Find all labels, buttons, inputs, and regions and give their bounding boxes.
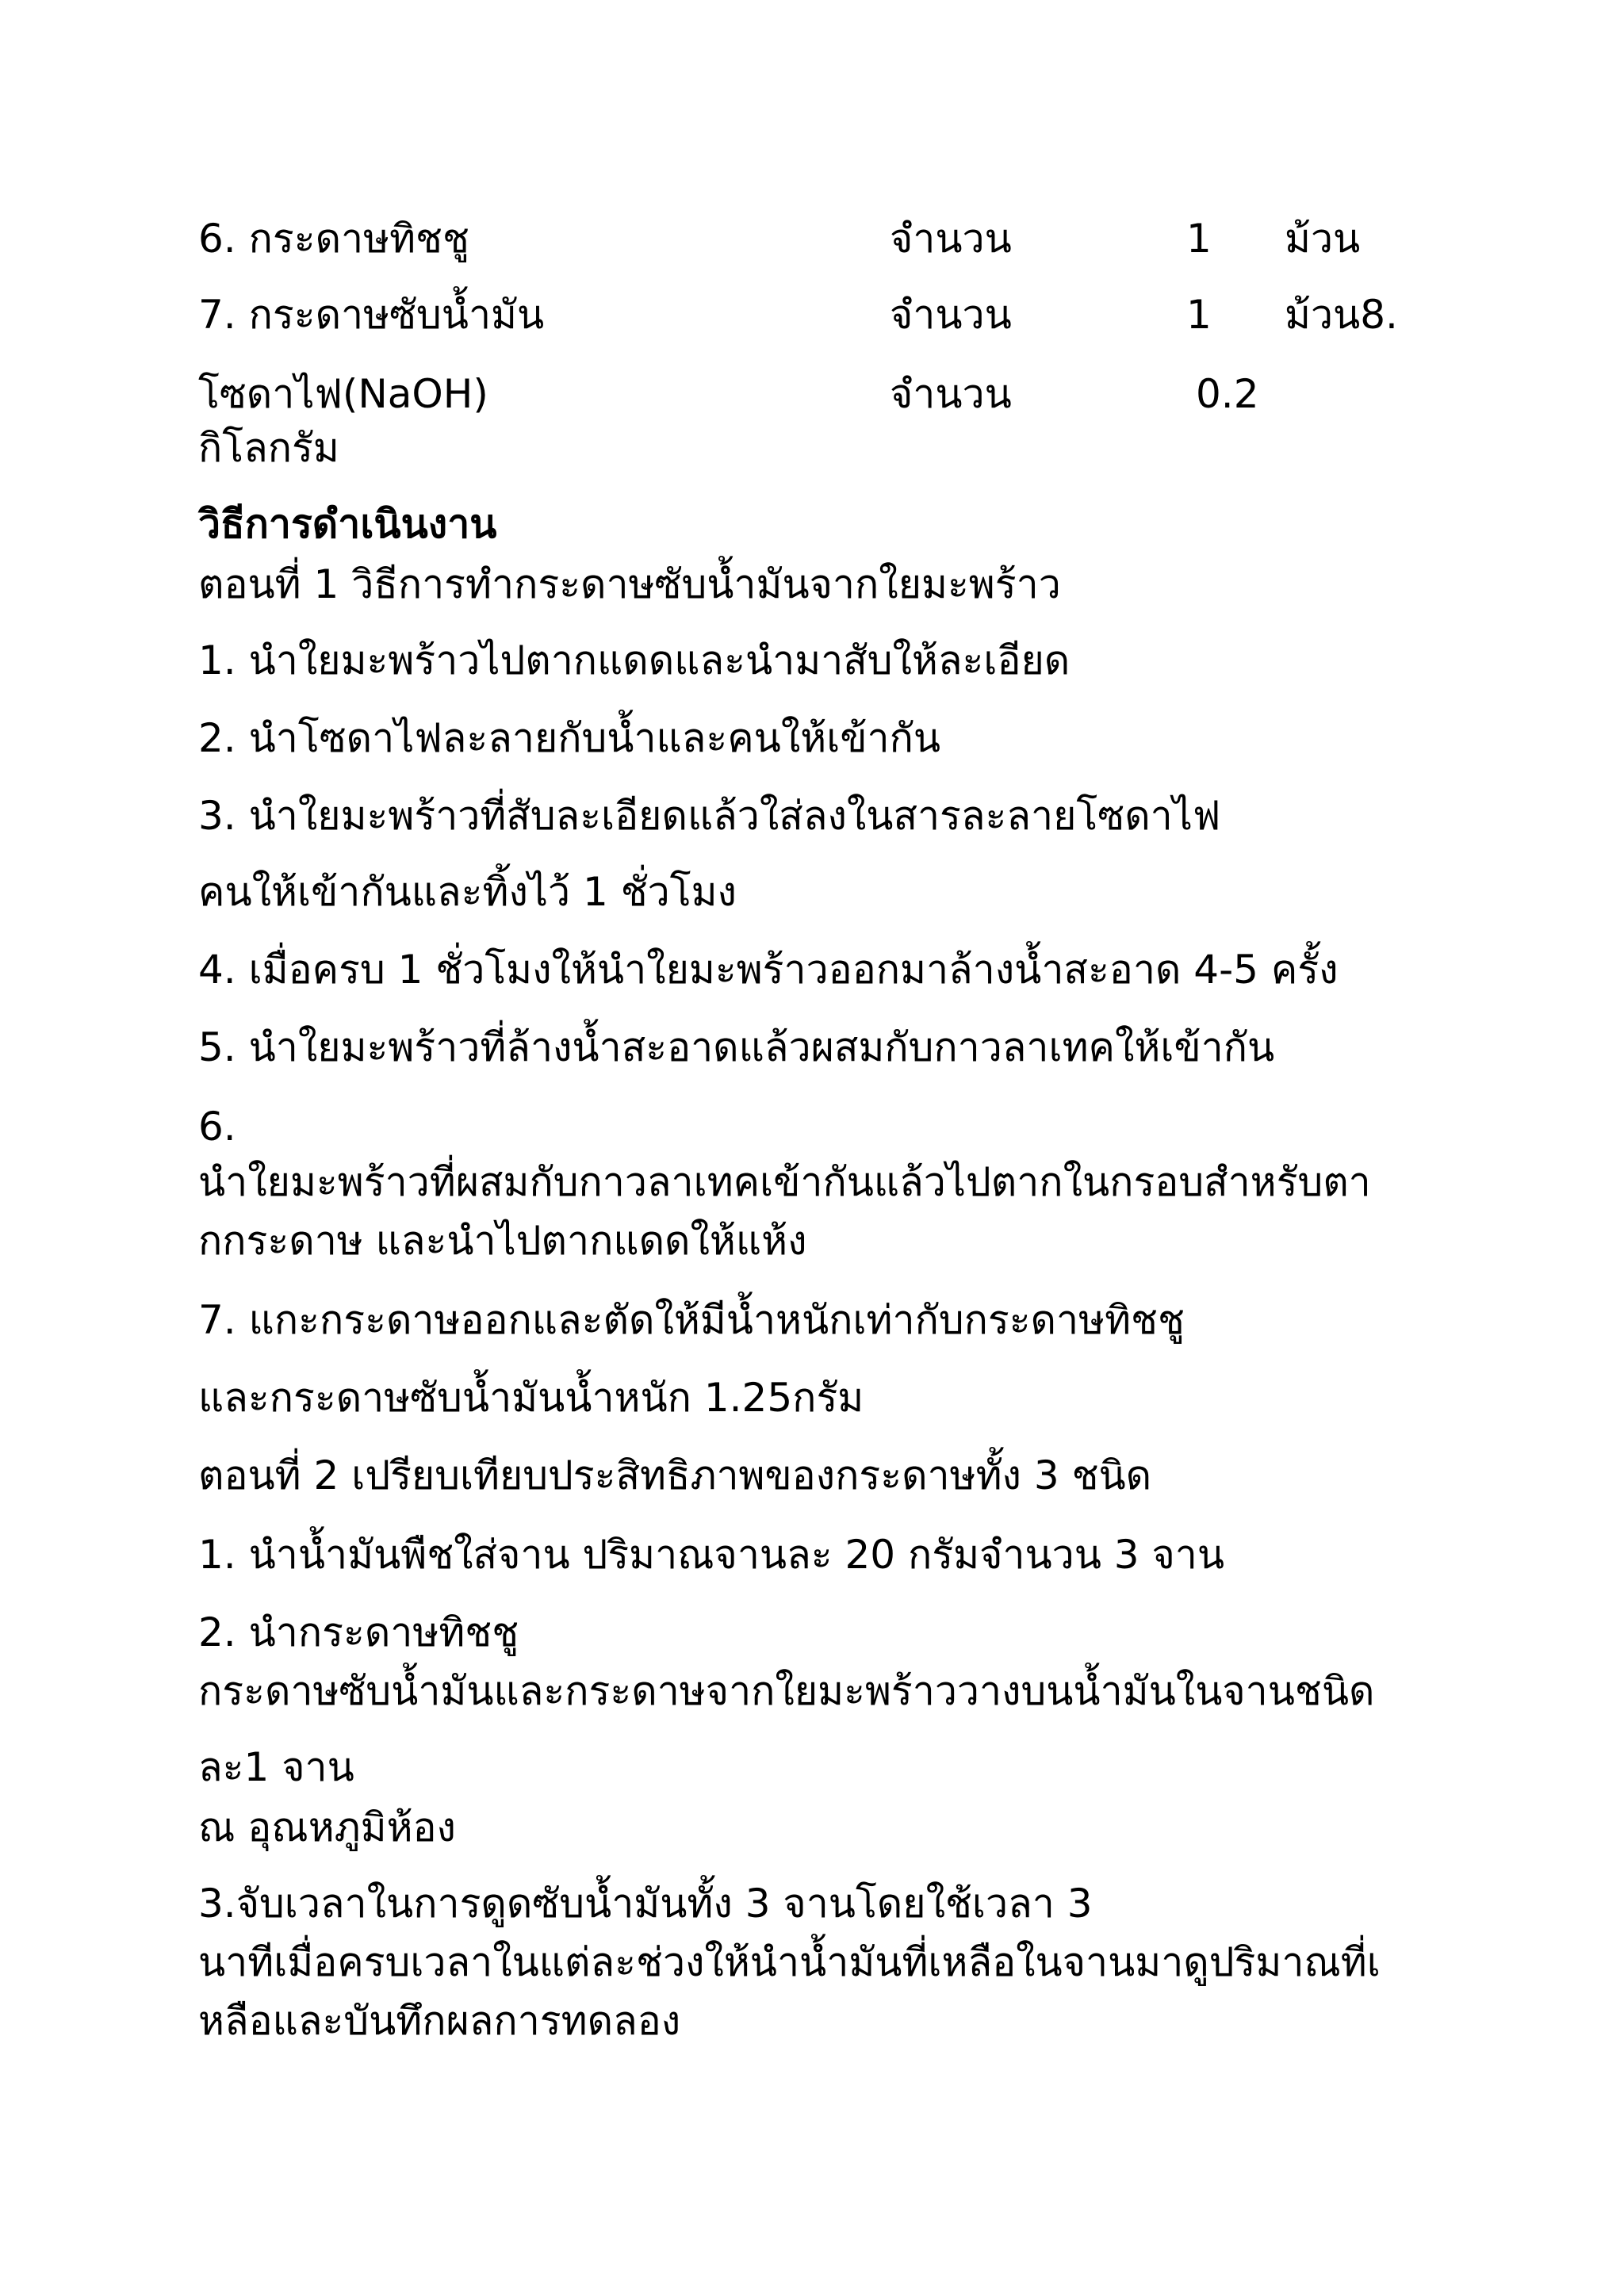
part2-step: หลือและบันทึกผลการทดลอง (198, 1998, 681, 2044)
part1-step: 3. นำใยมะพร้าวที่สับละเอียดแล้วใส่ลงในสารละลายโซดาไฟ (198, 793, 1221, 839)
part2-step: กระดาษซับน้ำมันและกระดาษจากใยมะพร้าววางบนน้ำมันในจานชนิด (198, 1668, 1375, 1714)
material-qty: 1 (1186, 216, 1212, 262)
material-unit: กิโลกรัม (198, 425, 339, 471)
part1-step: นำใยมะพร้าวที่ผสมกับกาวลาเทคเข้ากันแล้วไปตากในกรอบสำหรับตา (198, 1159, 1371, 1205)
material-qty: 1 (1186, 292, 1212, 338)
material-qty-label: จำนวน (890, 216, 1012, 262)
part1-step: 6. (198, 1104, 236, 1150)
part2-step: 2. นำกระดาษทิชชู (198, 1609, 519, 1655)
material-qty-label: จำนวน (890, 292, 1012, 338)
material-item: โซดาไฟ(NaOH) (198, 371, 488, 417)
part1-step: 7. แกะกระดาษออกและตัดให้มีน้ำหนักเท่ากับกระดาษทิชชู (198, 1297, 1185, 1343)
material-qty-label: จำนวน (890, 371, 1012, 417)
part2-step: 1. นำน้ำมันพืชใส่จาน ปริมาณจานละ 20 กรัมจำนวน 3 จาน (198, 1532, 1225, 1578)
part1-step: 2. นำโซดาไฟละลายกับน้ำและคนให้เข้ากัน (198, 715, 941, 761)
part1-step: กกระดาษ และนำไปตากแดดให้แห้ง (198, 1218, 807, 1264)
part1-title: ตอนที่ 1 วิธีการทำกระดาษซับน้ำมันจากใยมะพร้าว (198, 561, 1061, 607)
part1-step: คนให้เข้ากันและทิ้งไว้ 1 ชั่วโมง (198, 869, 737, 915)
material-unit: ม้วน (1285, 216, 1361, 262)
part1-step: 1. นำใยมะพร้าวไปตากแดดและนำมาสับให้ละเอียด (198, 637, 1071, 683)
part1-step: 4. เมื่อครบ 1 ชั่วโมงให้นำใยมะพร้าวออกมาล้างน้ำสะอาด 4-5 ครั้ง (198, 947, 1339, 993)
procedure-heading: วิธีการดำเนินงาน (198, 501, 497, 547)
part2-step: 3.จับเวลาในการดูดซับน้ำมันทั้ง 3 จานโดยใช้เวลา 3 (198, 1881, 1093, 1927)
part2-step: ณ อุณหภูมิห้อง (198, 1804, 456, 1850)
material-qty: 0.2 (1196, 371, 1259, 417)
part1-step: และกระดาษซับน้ำมันน้ำหนัก 1.25กรัม (198, 1375, 864, 1421)
material-item: 6. กระดาษทิชชู (198, 216, 469, 262)
part1-step: 5. นำใยมะพร้าวที่ล้างน้ำสะอาดแล้วผสมกับกาวลาเทคให้เข้ากัน (198, 1024, 1275, 1070)
part2-step: ละ1 จาน (198, 1744, 354, 1790)
material-item: 7. กระดาษซับน้ำมัน (198, 292, 545, 338)
part2-step: นาทีเมื่อครบเวลาในแต่ละช่วงให้นำน้ำมันที่เหลือในจานมาดูปริมาณที่เ (198, 1939, 1381, 1985)
part2-title: ตอนที่ 2 เปรียบเทียบประสิทธิภาพของกระดาษทั้ง 3 ชนิด (198, 1452, 1152, 1498)
material-unit: ม้วน8. (1285, 292, 1398, 338)
